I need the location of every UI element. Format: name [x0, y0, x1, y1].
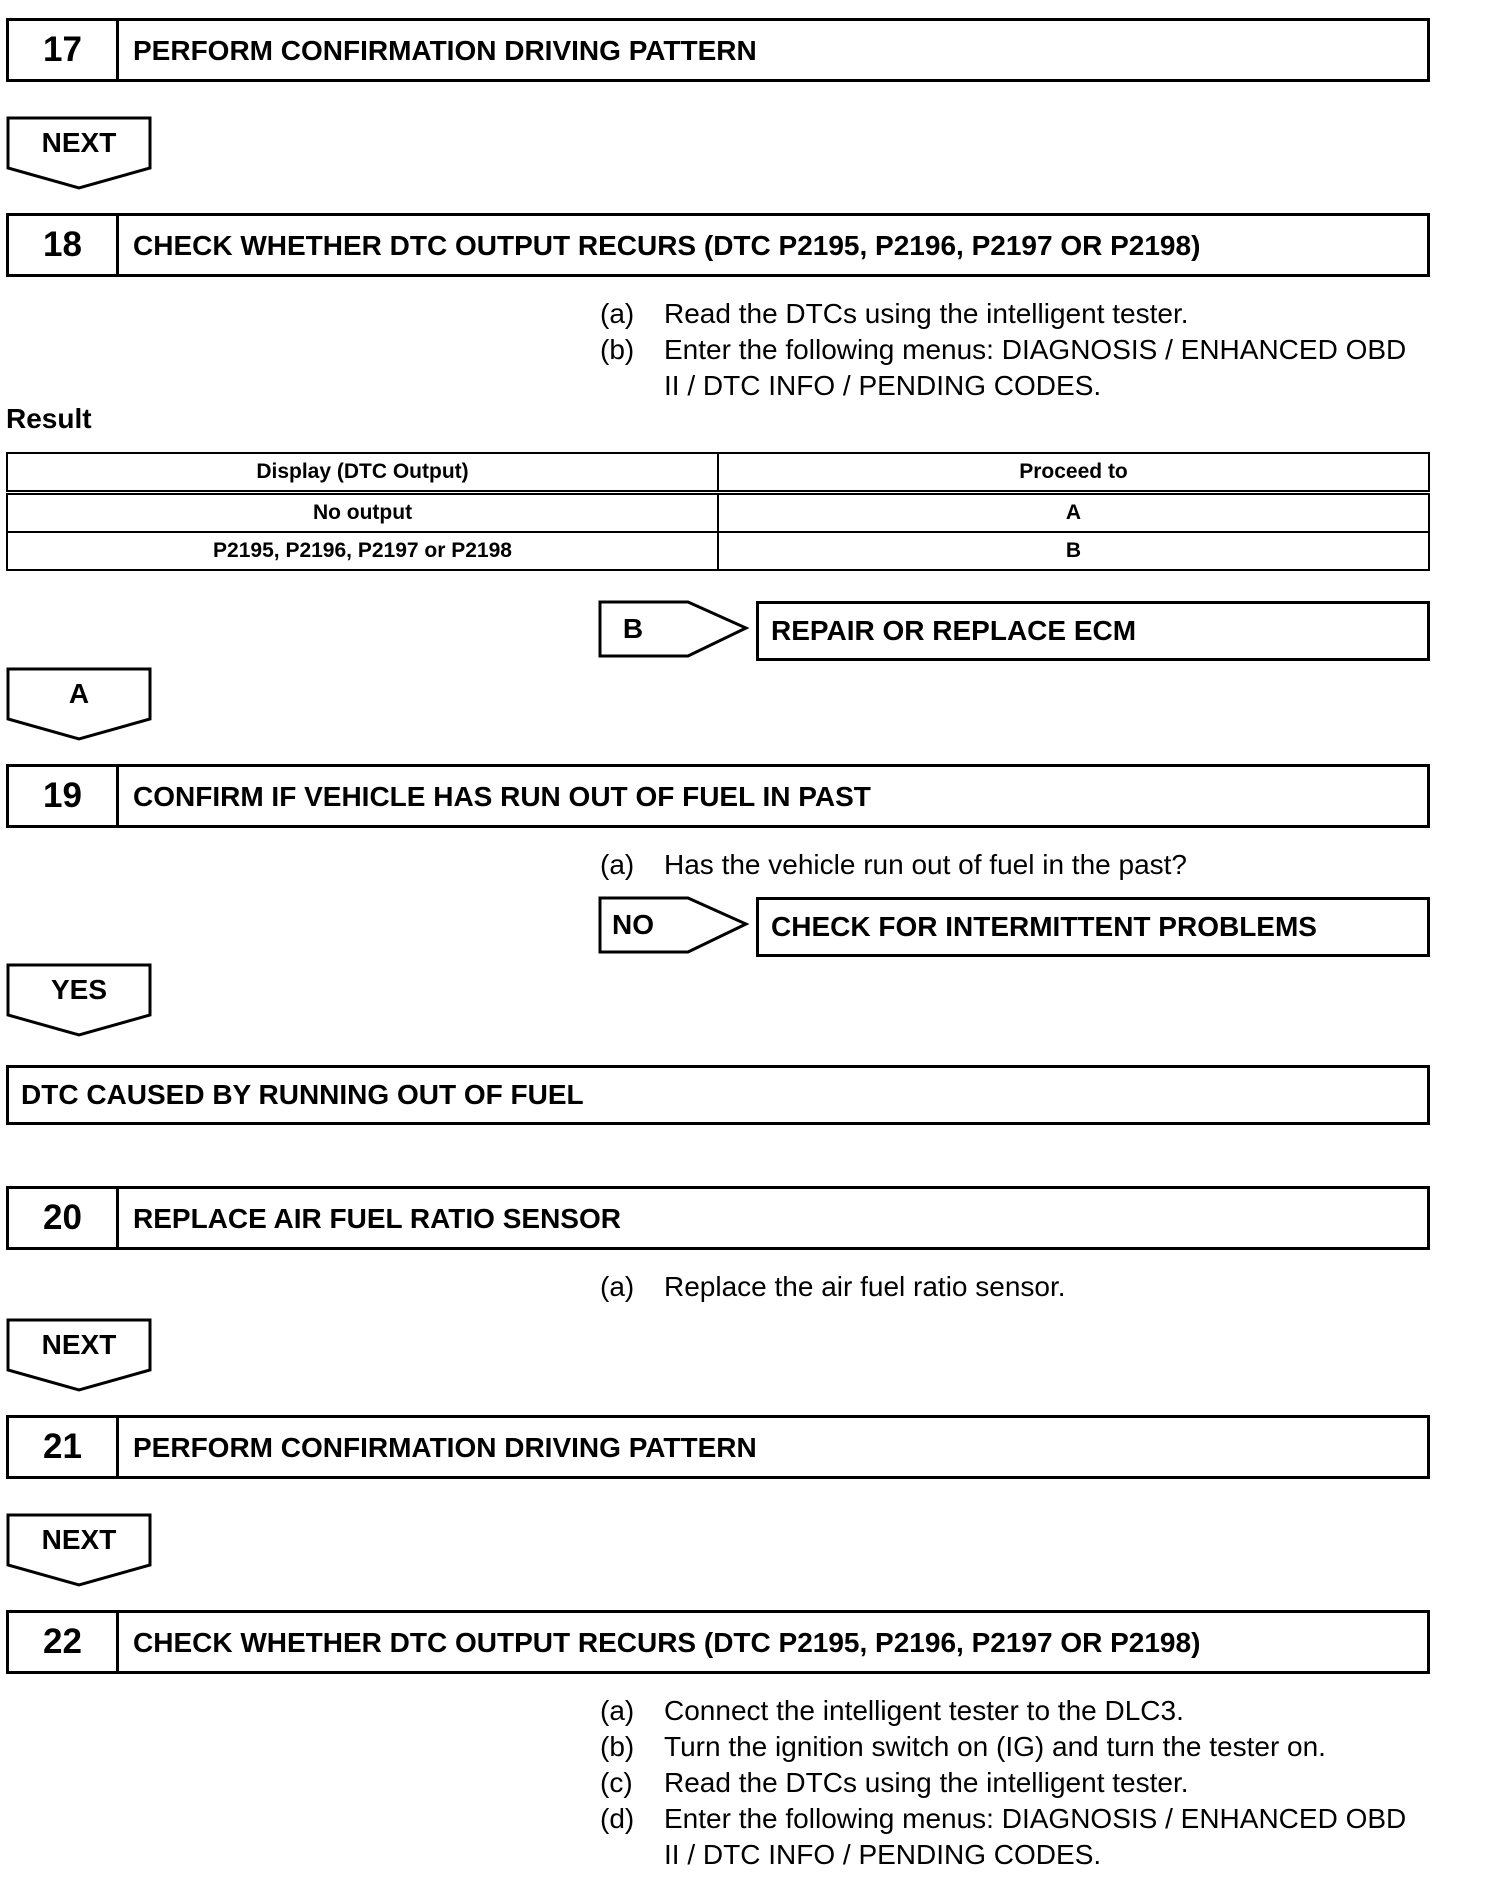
- step-22-header: [6, 1610, 1430, 1674]
- step-title: PERFORM CONFIRMATION DRIVING PATTERN: [133, 1432, 757, 1463]
- branch-label: B: [622, 613, 644, 644]
- step-number: 20: [9, 1189, 119, 1247]
- instruction-item: [600, 296, 1420, 332]
- table-cell: P2195, P2196, P2197 or P2198: [7, 532, 718, 570]
- instruction-label: (a): [600, 1695, 635, 1726]
- instruction-text: Connect the intelligent tester to the DLC3.: [664, 1695, 1184, 1726]
- step-18-instructions: [600, 296, 1420, 404]
- step-number: 17: [9, 21, 119, 79]
- instruction-label: (b): [600, 334, 635, 365]
- instruction-label: (a): [600, 1271, 635, 1302]
- step-title: CHECK WHETHER DTC OUTPUT RECURS (DTC P2195, P2196, P2197 OR P2198): [133, 230, 1201, 261]
- instruction-label: (d): [600, 1803, 635, 1834]
- instruction-label: (a): [600, 298, 635, 329]
- branch-label: A: [68, 678, 90, 709]
- instruction-text: Replace the air fuel ratio sensor.: [664, 1271, 1066, 1302]
- step-number: 19: [9, 767, 119, 825]
- step-title: CHECK WHETHER DTC OUTPUT RECURS (DTC P2195, P2196, P2197 OR P2198): [133, 1627, 1201, 1658]
- instruction-text: Enter the following menus: DIAGNOSIS / ENHANCED OBD II / DTC INFO / PENDING CODES.: [664, 1803, 1407, 1870]
- step-number: 18: [9, 216, 119, 274]
- table-cell: A: [718, 493, 1429, 533]
- step-19-header: [6, 764, 1430, 828]
- step-number: 21: [9, 1418, 119, 1476]
- table-cell: B: [718, 532, 1429, 570]
- step-title: PERFORM CONFIRMATION DRIVING PATTERN: [133, 35, 757, 66]
- step-18-header: [6, 213, 1430, 277]
- instruction-item: [600, 1693, 1420, 1729]
- step-22-instructions: [600, 1693, 1420, 1873]
- step-number: 22: [9, 1613, 119, 1671]
- next-label: NEXT: [41, 127, 117, 158]
- next-label: NEXT: [41, 1524, 117, 1555]
- instruction-item: [600, 1801, 1420, 1873]
- instruction-text: Read the DTCs using the intelligent tester.: [664, 1767, 1189, 1798]
- step-19-instructions: [600, 847, 1420, 883]
- instruction-text: Turn the ignition switch on (IG) and turn the tester on.: [664, 1731, 1326, 1762]
- instruction-item: [600, 847, 1420, 883]
- instruction-item: [600, 332, 1420, 404]
- column-header: Proceed to: [718, 453, 1429, 493]
- step-20-header: [6, 1186, 1430, 1250]
- step-17-header: [6, 18, 1430, 82]
- table-cell: No output: [7, 493, 718, 533]
- instruction-item: [600, 1269, 1420, 1305]
- result-label: Result: [6, 403, 92, 434]
- step-title: CONFIRM IF VEHICLE HAS RUN OUT OF FUEL IN PAST: [133, 781, 871, 812]
- step-title: REPLACE AIR FUEL RATIO SENSOR: [133, 1203, 621, 1234]
- step-21-header: [6, 1415, 1430, 1479]
- instruction-text: Enter the following menus: DIAGNOSIS / ENHANCED OBD II / DTC INFO / PENDING CODES.: [664, 334, 1407, 401]
- branch-label: NO: [612, 909, 654, 940]
- instruction-label: (b): [600, 1731, 635, 1762]
- table-header-row: [7, 453, 1429, 493]
- column-header: Display (DTC Output): [7, 453, 718, 493]
- next-arrow-1: [6, 116, 152, 192]
- instruction-item: [600, 1729, 1420, 1765]
- conclusion-box: DTC CAUSED BY RUNNING OUT OF FUEL: [6, 1065, 1430, 1125]
- instruction-text: Read the DTCs using the intelligent tester.: [664, 298, 1189, 329]
- instruction-label: (a): [600, 849, 635, 880]
- repair-ecm-box: REPAIR OR REPLACE ECM: [756, 601, 1430, 661]
- next-arrow-3: [6, 1513, 152, 1589]
- branch-b-arrow: [598, 600, 750, 660]
- branch-yes-arrow: [6, 963, 152, 1039]
- branch-label: YES: [50, 974, 108, 1005]
- table-row: [7, 532, 1429, 570]
- instruction-text: Has the vehicle run out of fuel in the past?: [664, 849, 1187, 880]
- instruction-label: (c): [600, 1767, 633, 1798]
- branch-no-arrow: [598, 896, 750, 956]
- table-row: [7, 493, 1429, 533]
- intermittent-problems-box: CHECK FOR INTERMITTENT PROBLEMS: [756, 897, 1430, 957]
- instruction-item: [600, 1765, 1420, 1801]
- branch-a-arrow: [6, 667, 152, 743]
- result-table: [6, 452, 1430, 571]
- next-arrow-2: [6, 1318, 152, 1394]
- next-label: NEXT: [41, 1329, 117, 1360]
- step-20-instructions: [600, 1269, 1420, 1305]
